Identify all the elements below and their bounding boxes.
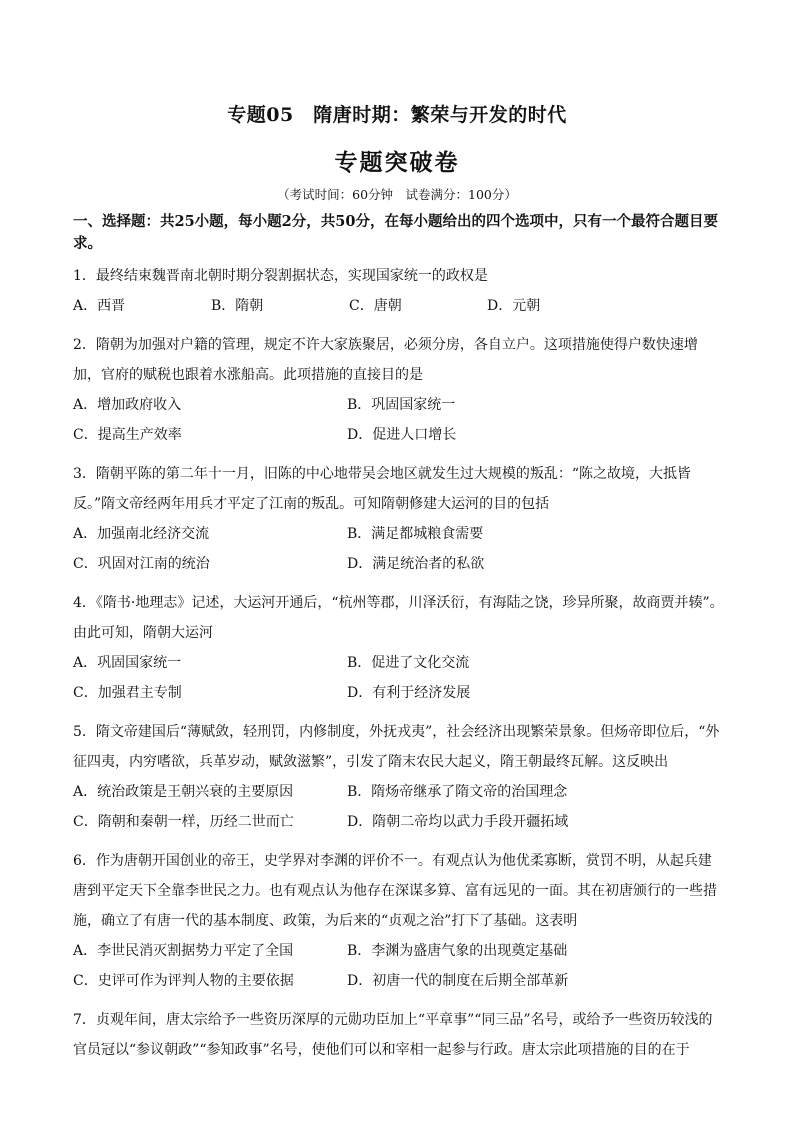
option-b[interactable]: B．隋朝 bbox=[211, 298, 264, 314]
option-b[interactable]: B．隋炀帝继承了隋文帝的治国理念 bbox=[347, 784, 568, 800]
question-4 bbox=[73, 588, 725, 708]
option-c[interactable]: C．加强君主专制 bbox=[73, 685, 182, 701]
question-7 bbox=[73, 1005, 725, 1065]
question-3 bbox=[73, 459, 725, 579]
question-2 bbox=[73, 330, 725, 450]
option-c[interactable]: C．提高生产效率 bbox=[73, 427, 182, 443]
option-d[interactable]: D．满足统治者的私欲 bbox=[347, 556, 485, 572]
question-6 bbox=[73, 846, 725, 996]
option-a[interactable]: A．巩固国家统一 bbox=[73, 655, 182, 671]
option-c[interactable]: C．唐朝 bbox=[349, 298, 402, 314]
option-list bbox=[73, 390, 725, 450]
option-c[interactable]: C．巩固对江南的统治 bbox=[73, 556, 210, 572]
option-c[interactable]: C．隋朝和秦朝一样，历经二世而亡 bbox=[73, 814, 294, 830]
option-d[interactable]: D．元朝 bbox=[487, 298, 541, 314]
question-text: 4．《隋书·地理志》记述，大运河开通后，“杭州等郡，川泽沃衍，有海陆之饶，珍异所聚，故商贾并辏”。由此可知，隋朝大运河 bbox=[73, 595, 724, 641]
question-text: 5．隋文帝建国后“薄赋敛，轻刑罚，内修制度，外抚戎夷”，社会经济出现繁荣景象。但炀帝即位后，“外征四夷，内穷嗜欲，兵革岁动，赋敛滋繁”，引发了隋末农民大起义，隋王朝最终瓦解。这反映出 bbox=[73, 724, 720, 770]
option-d[interactable]: D．有利于经济发展 bbox=[347, 685, 471, 701]
option-b[interactable]: B．满足都城粮食需要 bbox=[347, 526, 484, 542]
option-a[interactable]: A．西晋 bbox=[73, 298, 126, 314]
question-text: 7．贞观年间，唐太宗给予一些资历深厚的元勋功臣加上“平章事”“同三品”名号，或给予一些资历较浅的官员冠以“参议朝政”“参知政事”名号，使他们可以和宰相一起参与行政。唐太宗此项措施的目的在于 bbox=[73, 1012, 713, 1058]
option-a[interactable]: A．统治政策是王朝兴衰的主要原因 bbox=[73, 784, 294, 800]
option-list bbox=[73, 291, 725, 321]
question-1 bbox=[73, 261, 725, 321]
option-list bbox=[73, 777, 725, 837]
document-title: 专题05 隋唐时期：繁荣与开发的时代 bbox=[227, 104, 567, 126]
option-d[interactable]: D．初唐一代的制度在后期全部革新 bbox=[347, 973, 569, 989]
option-a[interactable]: A．加强南北经济交流 bbox=[73, 526, 210, 542]
question-text: 6．作为唐朝开国创业的帝王，史学界对李渊的评价不一。有观点认为他优柔寡断，赏罚不明，从起兵建唐到平定天下全靠李世民之力。也有观点认为他存在深谋多算、富有远见的一面。其在初唐颁行的一些措施，确立了有唐一代的基本制度、政策，为后来的“贞观之治”打下了基础。这表明 bbox=[73, 853, 717, 929]
question-5 bbox=[73, 717, 725, 837]
option-list bbox=[73, 648, 725, 708]
question-area bbox=[73, 211, 725, 1074]
option-b[interactable]: B．巩固国家统一 bbox=[347, 397, 456, 413]
option-a[interactable]: A．李世民消灭割据势力平定了全国 bbox=[73, 943, 294, 959]
exam-info: （考试时间：60分钟 试卷满分：100分） bbox=[277, 187, 517, 202]
document-subtitle: 专题突破卷 bbox=[334, 149, 460, 176]
section-heading: 一、选择题：共25小题，每小题2分，共50分，在每小题给出的四个选项中，只有一个最符合题目要求。 bbox=[73, 213, 718, 252]
option-b[interactable]: B．李渊为盛唐气象的出现奠定基础 bbox=[347, 943, 568, 959]
option-a[interactable]: A．增加政府收入 bbox=[73, 397, 182, 413]
question-text: 2．隋朝为加强对户籍的管理，规定不许大家族聚居，必须分房，各自立户。这项措施使得户数快速增加，官府的赋税也跟着水涨船高。此项措施的直接目的是 bbox=[73, 337, 698, 383]
option-d[interactable]: D．隋朝二帝均以武力手段开疆拓域 bbox=[347, 814, 569, 830]
option-c[interactable]: C．史评可作为评判人物的主要依据 bbox=[73, 973, 294, 989]
question-text: 1．最终结束魏晋南北朝时期分裂割据状态，实现国家统一的政权是 bbox=[73, 268, 488, 284]
option-list bbox=[73, 519, 725, 579]
question-text: 3．隋朝平陈的第二年十一月，旧陈的中心地带吴会地区就发生过大规模的叛乱：“陈之故境，大抵皆反。”隋文帝经两年用兵才平定了江南的叛乱。可知隋朝修建大运河的目的包括 bbox=[73, 466, 692, 512]
option-list bbox=[73, 936, 725, 996]
option-b[interactable]: B．促进了文化交流 bbox=[347, 655, 470, 671]
option-d[interactable]: D．促进人口增长 bbox=[347, 427, 457, 443]
